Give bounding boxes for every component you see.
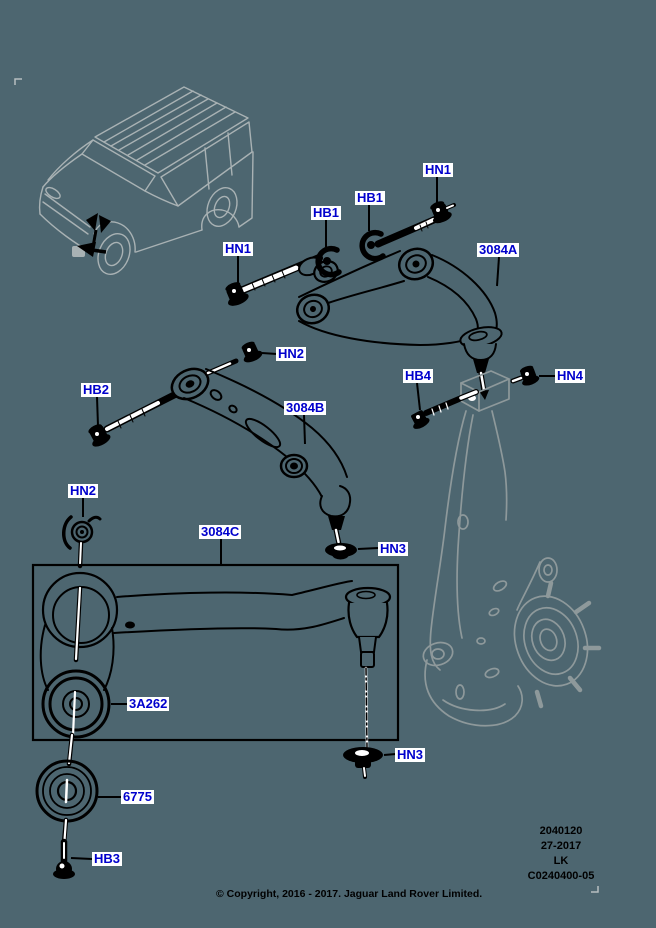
vehicle-outline — [40, 87, 253, 279]
callout-hn2-mid[interactable]: HN2 — [278, 346, 305, 361]
leader-lines — [71, 177, 555, 859]
plate-line-3: LK — [553, 855, 569, 867]
callout-hn3-upper[interactable]: HN3 — [380, 541, 407, 556]
drawing-number-plate — [500, 824, 622, 884]
callout-hn1-left[interactable]: HN1 — [225, 241, 252, 256]
callout-hn4[interactable]: HN4 — [557, 368, 584, 383]
plate-line-2: 27-2017 — [540, 840, 582, 852]
callout-hn3-lower[interactable]: HN3 — [397, 747, 424, 762]
crop-marks — [15, 79, 598, 892]
callout-3084a[interactable]: 3084A — [479, 242, 518, 257]
callout-hb2[interactable]: HB2 — [83, 382, 110, 397]
callout-hb1-upper[interactable]: HB1 — [357, 190, 384, 205]
steering-knuckle — [420, 368, 599, 726]
callout-hn1-right[interactable]: HN1 — [425, 162, 452, 177]
callout-hb3[interactable]: HB3 — [94, 851, 121, 866]
plate-line-4: C0240400-05 — [527, 870, 595, 882]
part-3084c-box — [33, 565, 398, 740]
dust-cover-and-bolt — [37, 735, 97, 879]
callout-hn2-lower[interactable]: HN2 — [70, 483, 97, 498]
callout-hb4[interactable]: HB4 — [405, 368, 432, 383]
callout-3084b[interactable]: 3084B — [286, 400, 325, 415]
callout-6775[interactable]: 6775 — [123, 789, 152, 804]
copyright-notice: © Copyright, 2016 - 2017. Jaguar Land Rover Limited. — [216, 888, 483, 900]
plate-line-1: 2040120 — [539, 825, 583, 837]
callout-3a262[interactable]: 3A262 — [129, 696, 168, 711]
callout-3084c[interactable]: 3084C — [201, 524, 240, 539]
callout-hb1-lower[interactable]: HB1 — [313, 205, 340, 220]
